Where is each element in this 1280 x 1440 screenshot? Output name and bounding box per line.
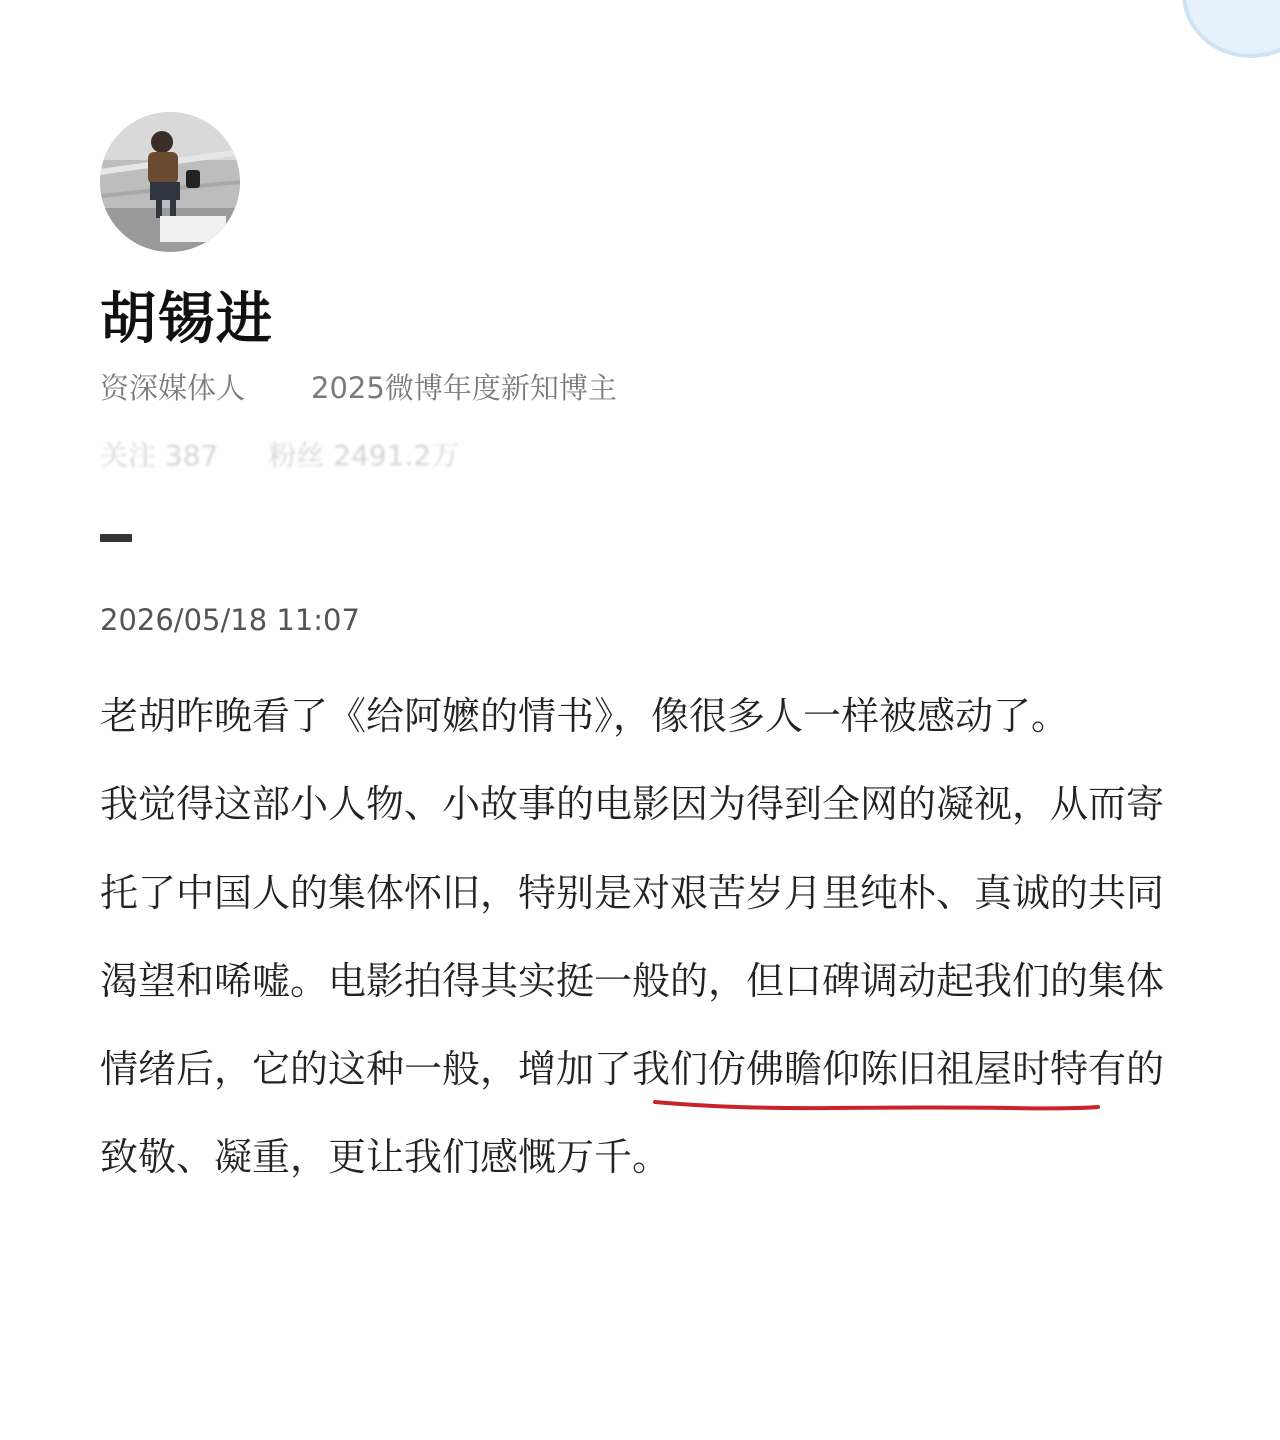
post-paragraph: 老胡昨晚看了《给阿嬷的情书》，像很多人一样被感动了。 [100,694,1070,738]
post-timestamp: 2026/05/18 11:07 [100,603,360,637]
profile-tag-media: 资深媒体人 [100,371,246,405]
floating-action-bubble[interactable] [1182,0,1280,58]
profile-name[interactable]: 胡锡进 [100,287,274,352]
post-body [100,672,1180,1202]
followers-count[interactable]: 粉丝 2491.2万 [268,439,460,472]
post-highlighted-text: 电影拍得其实挺一般的， [328,958,747,1003]
post-text: 但口碑调动起我们的集体情绪后，它的这种一般，增加了我们仿佛瞻仰陈旧祖屋时特有的致敬、凝重，更让我们感慨万千。 [100,958,1165,1180]
red-underline-annotation [652,1096,1102,1116]
profile-stats [100,436,459,476]
profile-tags [100,368,617,408]
section-divider [100,534,132,542]
post-text: 我觉得这部小人物、小故事的电影因为得到全网的凝视，从而寄托了中国人的集体怀旧，特别是对艰苦岁月里纯朴、真诚的共同渴望和唏嘘。 [100,782,1165,1003]
red-underline-path [655,1102,1098,1108]
avatar-photo [100,112,240,252]
following-count[interactable]: 关注 387 [100,439,219,472]
profile-tag-award[interactable]: 2025微博年度新知博主 [311,371,617,405]
avatar[interactable] [100,112,240,252]
post-paragraph [100,760,1180,1201]
